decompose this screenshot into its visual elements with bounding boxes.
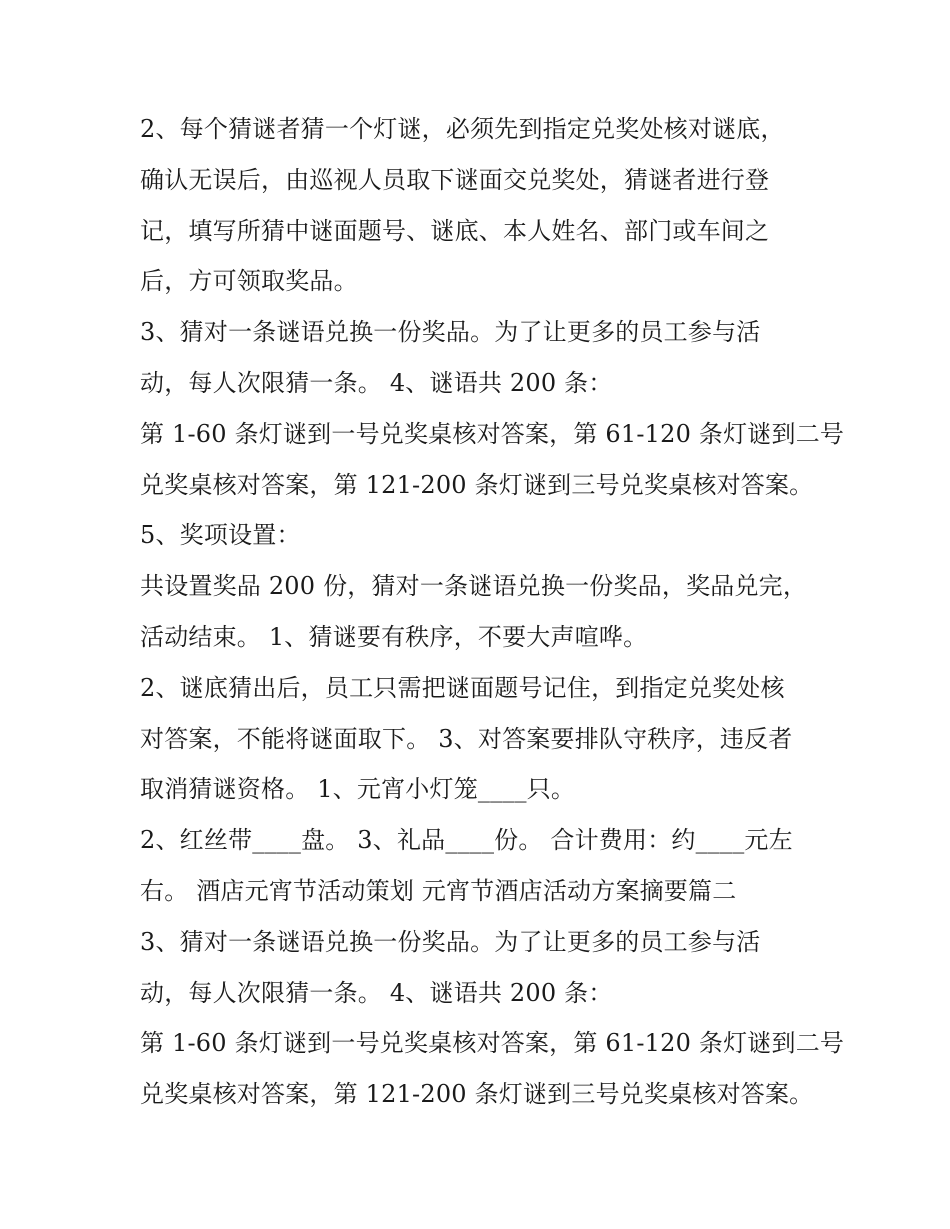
text-line-2: 确认无误后，由巡视人员取下谜面交兑奖处，猜谜者进行登	[140, 165, 770, 194]
text-line-7: 第 1-60 条灯谜到一号兑奖桌核对答案，第 61-120 条灯谜到二号	[140, 419, 845, 448]
text-line-14: 取消猜谜资格。 1、元宵小灯笼____只。	[140, 775, 576, 804]
text-line-17: 3、猜对一条谜语兑换一份奖品。为了让更多的员工参与活	[140, 927, 761, 956]
text-line-16: 右。 酒店元宵节活动策划 元宵节酒店活动方案摘要篇二	[140, 876, 737, 905]
text-line-15: 2、红丝带____盘。 3、礼品____份。 合计费用：约____元左	[140, 826, 793, 855]
text-line-10: 共设置奖品 200 份，猜对一条谜语兑换一份奖品，奖品兑完，	[140, 572, 808, 601]
document-body	[140, 104, 845, 1120]
text-line-18: 动，每人次限猜一条。 4、谜语共 200 条：	[140, 978, 613, 1007]
text-line-13: 对答案，不能将谜面取下。 3、对答案要排队守秩序，违反者	[140, 724, 793, 753]
text-line-5: 3、猜对一条谜语兑换一份奖品。为了让更多的员工参与活	[140, 318, 761, 347]
text-line-12: 2、谜底猜出后，员工只需把谜面题号记住，到指定兑奖处核	[140, 673, 785, 702]
text-line-3: 记，填写所猜中谜面题号、谜底、本人姓名、部门或车间之	[140, 216, 770, 245]
text-line-8: 兑奖桌核对答案，第 121-200 条灯谜到三号兑奖桌核对答案。	[140, 470, 814, 499]
text-line-11: 活动结束。 1、猜谜要有秩序，不要大声喧哗。	[140, 622, 648, 651]
text-line-19: 第 1-60 条灯谜到一号兑奖桌核对答案，第 61-120 条灯谜到二号	[140, 1029, 845, 1058]
text-line-1: 2、每个猜谜者猜一个灯谜，必须先到指定兑奖处核对谜底，	[140, 115, 785, 143]
text-line-4: 后，方可领取奖品。	[140, 267, 358, 296]
text-line-9: 5、奖项设置：	[140, 521, 301, 550]
text-line-20: 兑奖桌核对答案，第 121-200 条灯谜到三号兑奖桌核对答案。	[140, 1080, 814, 1109]
text-line-6: 动，每人次限猜一条。 4、谜语共 200 条：	[140, 368, 613, 397]
